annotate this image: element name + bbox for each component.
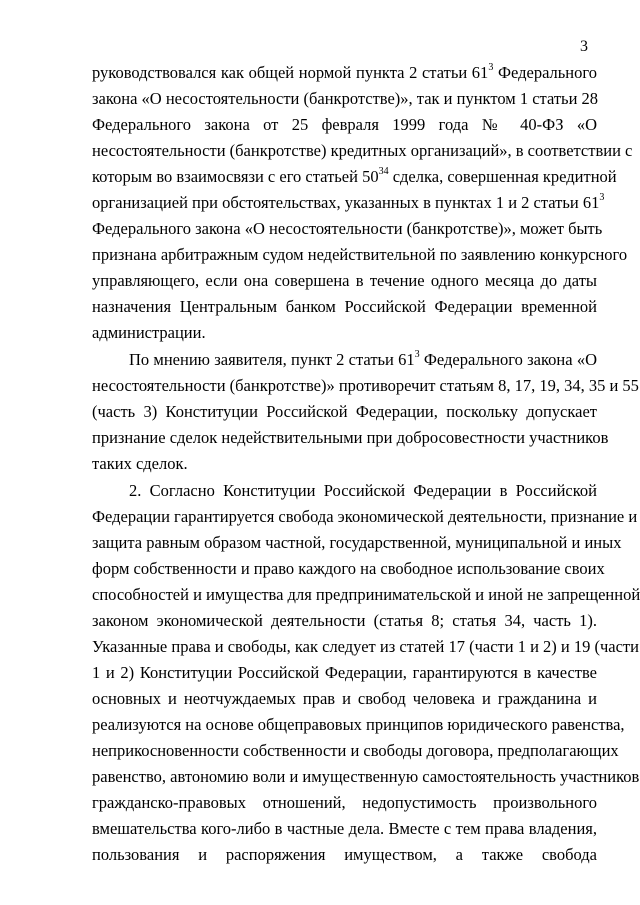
text-line: администрации. [92, 323, 206, 342]
text-line: назначения Центральным банком Российской Федерации временной [92, 297, 597, 316]
text-line: равенство, автономию воли и имущественную самостоятельность участников [92, 767, 640, 786]
text-line: признание сделок недействительными при добросовестности участников [92, 428, 609, 447]
text-line: защита равным образом частной, государственной, муниципальной и иных [92, 533, 622, 552]
superscript: 3 [488, 62, 494, 73]
text-line: По мнению заявителя, пункт 2 статьи $61^3$ Федерального закона «О [129, 349, 597, 369]
text-line: 1 и 2) Конституции Российской Федерации, гарантируются в качестве [92, 663, 597, 682]
page-number: 3 [580, 38, 588, 55]
text-line: Федерации гарантируется свобода экономической деятельности, признание и [92, 507, 638, 526]
text-line: законом экономической деятельности (статья 8; статья 34, часть 1). [92, 611, 597, 630]
superscript: 3 [599, 192, 605, 203]
text-line: которым во взаимосвязи с его статьей $50^{34}$ сделка, совершенная кредитной [92, 166, 617, 186]
text-line: реализуются на основе общеправовых принципов юридического равенства, [92, 715, 625, 734]
text-line: закона «О несостоятельности (банкротстве)», так и пунктом 1 статьи 28 [92, 89, 599, 108]
text-line: несостоятельности (банкротстве)» противоречит статьям 8, 17, 19, 34, 35 и 55 [92, 376, 639, 395]
text-line: пользования и распоряжения имуществом, а также свобода [92, 845, 597, 864]
text-line: вмешательства кого-либо в частные дела. Вместе с тем права владения, [92, 819, 597, 838]
text-line: гражданско-правовых отношений, недопустимость произвольного [92, 793, 597, 812]
text-line: (часть 3) Конституции Российской Федерации, поскольку допускает [92, 402, 597, 421]
text-line: способностей и имущества для предпринимательской и иной не запрещенной [92, 585, 640, 604]
text-line: управляющего, если она совершена в течение одного месяца до даты [92, 271, 597, 290]
text-line: Федерального закона «О несостоятельности (банкротстве)», может быть [92, 219, 603, 238]
superscript: 3 [414, 349, 420, 360]
text-line: 2. Согласно Конституции Российской Федерации в Российской [129, 481, 597, 500]
text-line: руководствовался как общей нормой пункта 2 статьи $61^3$ Федерального [92, 62, 597, 82]
text-line: несостоятельности (банкротстве) кредитных организаций», в соответствии с [92, 141, 633, 160]
text-line: Указанные права и свободы, как следует из статей 17 (части 1 и 2) и 19 (части [92, 637, 639, 656]
text-line: Федерального закона от 25 февраля 1999 года № 40-ФЗ «О [92, 115, 597, 134]
text-line: таких сделок. [92, 454, 188, 473]
text-line: признана арбитражным судом недействительной по заявлению конкурсного [92, 245, 628, 264]
text-line: основных и неотчуждаемых прав и свобод человека и гражданина и [92, 689, 597, 708]
superscript: 34 [378, 166, 389, 177]
text-line: неприкосновенности собственности и свободы договора, предполагающих [92, 741, 619, 760]
text-line: форм собственности и право каждого на свободное использование своих [92, 559, 605, 578]
text-line: организацией при обстоятельствах, указанных в пунктах 1 и 2 статьи $61^3$ [92, 192, 605, 212]
